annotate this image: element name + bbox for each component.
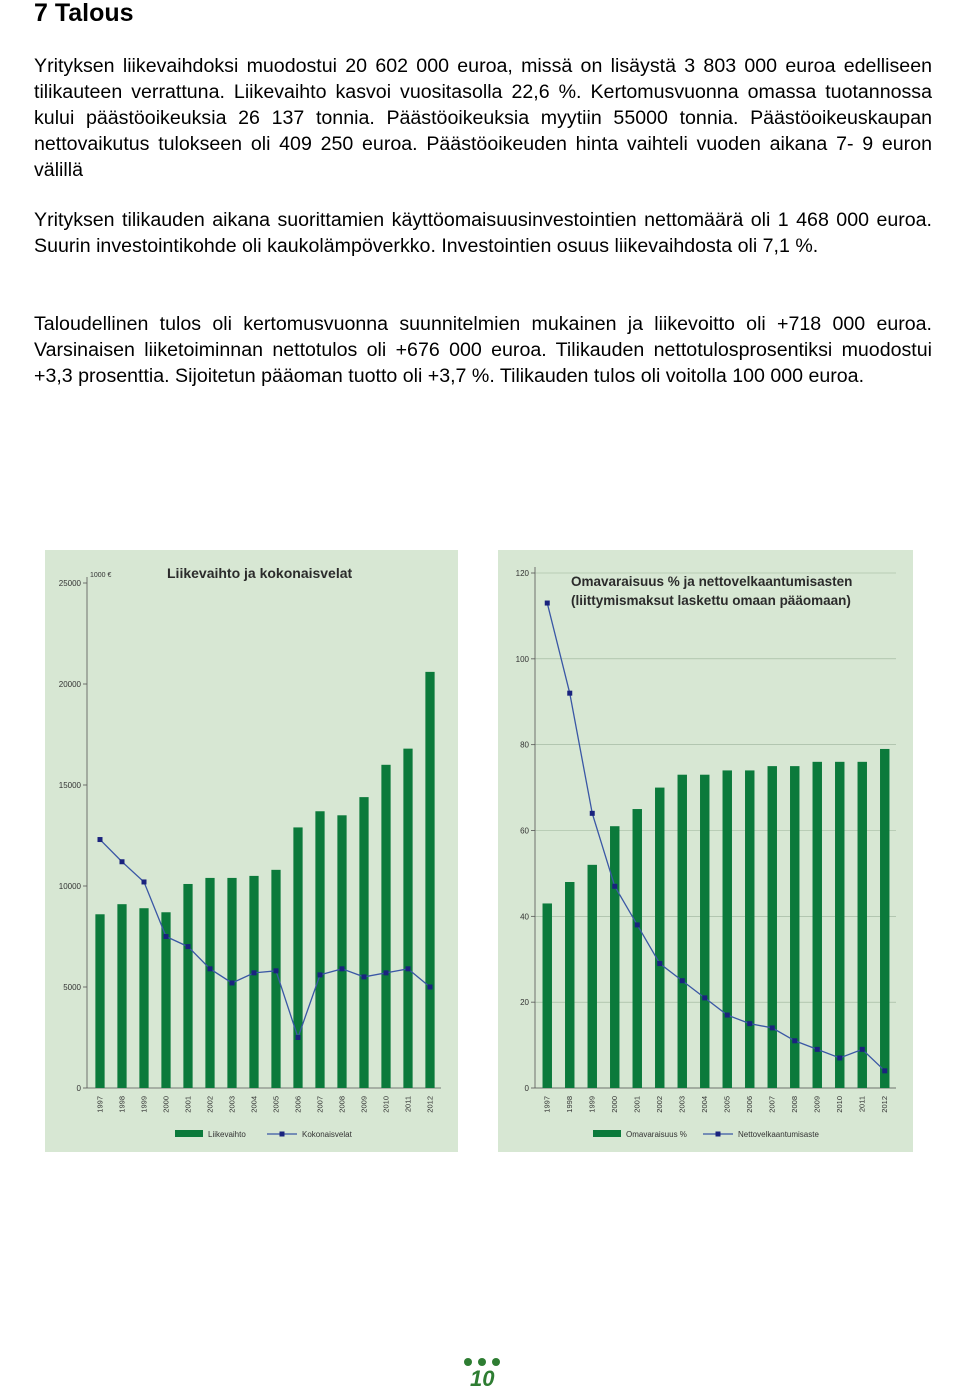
left-line-point — [362, 974, 367, 979]
right-bar — [588, 865, 597, 1088]
right-line-point — [815, 1047, 820, 1052]
right-legend-line-label: Nettovelkaantumisaste — [738, 1130, 819, 1139]
left-chart-title: Liikevaihto ja kokonaisvelat — [167, 565, 353, 581]
right-ytick-label: 120 — [515, 569, 529, 578]
right-ytick-label: 20 — [520, 998, 529, 1008]
left-line-point — [384, 970, 389, 975]
right-line-point — [882, 1068, 887, 1073]
right-bar — [835, 762, 844, 1088]
left-line-point — [296, 1035, 301, 1040]
page-dot — [478, 1358, 486, 1366]
left-legend-line-label: Kokonaisvelat — [302, 1130, 352, 1139]
left-bar — [249, 876, 258, 1088]
left-line-point — [142, 879, 147, 884]
right-line-point — [837, 1055, 842, 1060]
right-line-point — [792, 1038, 797, 1043]
right-bar — [565, 882, 574, 1088]
right-chart-subtitle: (liittymismaksut laskettu omaan pääomaan) — [571, 593, 851, 608]
left-xtick-label: 1999 — [139, 1096, 149, 1113]
right-ytick-label: 0 — [524, 1084, 529, 1093]
right-bar — [633, 809, 642, 1088]
right-line-point — [702, 995, 707, 1000]
right-xtick-label: 2000 — [610, 1096, 619, 1113]
left-xtick-label: 2001 — [183, 1096, 193, 1113]
right-legend-bar-swatch — [593, 1130, 621, 1137]
left-xtick-label: 2007 — [315, 1096, 325, 1113]
left-xtick-label: 2010 — [381, 1096, 391, 1113]
right-line-point — [612, 884, 617, 889]
left-ytick-label: 0 — [76, 1084, 81, 1093]
right-legend-line-marker — [716, 1132, 721, 1137]
right-bar — [543, 903, 552, 1088]
left-legend-bar-label: Liikevaihto — [208, 1130, 246, 1139]
left-xtick-label: 2005 — [271, 1096, 281, 1113]
left-line-point — [98, 837, 103, 842]
right-xtick-label: 1999 — [587, 1096, 597, 1113]
left-line-series — [100, 840, 430, 1038]
right-bar — [700, 775, 709, 1088]
right-xtick-label: 2001 — [632, 1096, 642, 1113]
right-line-point — [770, 1025, 775, 1030]
left-bar — [293, 827, 302, 1088]
left-line-point — [318, 972, 323, 977]
right-line-point — [747, 1021, 752, 1026]
right-xtick-label: 2011 — [857, 1096, 867, 1113]
left-line-point — [208, 966, 213, 971]
right-xtick-label: 1997 — [542, 1096, 552, 1113]
left-unit-label: 1000 € — [90, 572, 112, 579]
chart-revenue-liabilities — [45, 550, 458, 1152]
left-bar — [117, 904, 126, 1088]
left-ytick-label: 15000 — [58, 781, 81, 790]
left-bar — [425, 672, 434, 1088]
right-xtick-label: 2004 — [700, 1096, 709, 1113]
left-xtick-label: 2000 — [161, 1096, 171, 1113]
paragraph-result: Taloudellinen tulos oli kertomusvuonna suunnitelmien mukainen ja liikevoitto oli +718 000 euroa. Varsinaisen liiketoiminnan nettotulos oli +676 000 euroa. Tilikauden nettotulosprosentiksi muodostui +3,3 prosenttia. Sijoitetun pääoman tuotto oli +3,7 %. Tilikauden tulos oli voitolla 100 000 euroa. — [34, 313, 932, 387]
right-bar — [723, 770, 732, 1088]
left-xtick-label: 2006 — [293, 1096, 303, 1113]
page-dot — [464, 1358, 472, 1366]
right-line-point — [635, 922, 640, 927]
left-line-point — [164, 934, 169, 939]
left-legend-line-marker — [280, 1132, 285, 1137]
right-line-series — [547, 603, 885, 1071]
left-bar — [403, 749, 412, 1088]
right-bar — [745, 770, 754, 1088]
right-ytick-label: 40 — [520, 912, 529, 922]
right-xtick-label: 2009 — [812, 1096, 822, 1113]
chart-revenue-liabilities-svg — [45, 550, 458, 1152]
left-line-point — [252, 970, 257, 975]
left-ytick-label: 5000 — [63, 983, 81, 992]
left-xtick-label: 2008 — [337, 1096, 347, 1113]
left-xtick-label: 2002 — [205, 1096, 215, 1113]
paragraph-revenue: Yrityksen liikevaihdoksi muodostui 20 602 000 euroa, missä on lisäystä 3 803 000 euroa edelliseen tilikauteen verrattuna. Liikevaihto kasvoi vuositasolla 22,6 %. Kertomusvuonna omassa tuotannossa kului päästöoikeuksia 26 137 tonnia. Päästöoikeuksia myytiin 55000 tonnia. Päästöoikeuskaupan nettovaikutus tulokseen oli 409 250 euroa. Päästöoikeuden hinta vaihteli vuoden aikana 7- 9 euron välillä — [34, 55, 932, 181]
right-xtick-label: 2002 — [655, 1096, 664, 1113]
right-xtick-label: 1998 — [565, 1096, 574, 1113]
left-bar — [95, 914, 104, 1088]
right-bar — [678, 775, 687, 1088]
left-bar — [315, 811, 324, 1088]
left-ytick-label: 20000 — [58, 680, 81, 689]
left-line-point — [230, 980, 235, 985]
right-xtick-label: 2005 — [722, 1096, 732, 1113]
page-number: 10 — [470, 1366, 495, 1391]
right-bar — [813, 762, 822, 1088]
right-xtick-label: 2012 — [880, 1096, 889, 1113]
right-line-point — [590, 811, 595, 816]
left-bar — [359, 797, 368, 1088]
right-line-point — [657, 961, 662, 966]
right-line-point — [680, 978, 685, 983]
right-ytick-label: 80 — [520, 740, 529, 750]
right-line-point — [725, 1013, 730, 1018]
right-xtick-label: 2010 — [835, 1096, 844, 1113]
left-bar — [381, 765, 390, 1088]
left-bar — [139, 908, 148, 1088]
right-line-point — [545, 601, 550, 606]
left-bar — [183, 884, 192, 1088]
section-heading: 7 Talous — [34, 0, 134, 27]
left-line-point — [428, 985, 433, 990]
left-line-point — [406, 966, 411, 971]
left-line-point — [274, 968, 279, 973]
right-chart-title: Omavaraisuus % ja nettovelkaantumisasten — [571, 574, 853, 589]
right-ytick-label: 60 — [520, 826, 529, 836]
right-legend-bar-label: Omavaraisuus % — [626, 1130, 687, 1139]
left-xtick-label: 2012 — [425, 1096, 435, 1113]
chart-equity-ratio — [498, 550, 913, 1152]
left-xtick-label: 1998 — [117, 1096, 127, 1113]
left-line-point — [340, 966, 345, 971]
left-xtick-label: 1997 — [95, 1096, 105, 1113]
left-ytick-label: 10000 — [58, 882, 81, 891]
right-line-point — [567, 691, 572, 696]
left-xtick-label: 2003 — [227, 1096, 237, 1113]
chart-equity-ratio-svg — [498, 550, 913, 1152]
right-xtick-label: 2003 — [677, 1096, 687, 1113]
right-bar — [610, 826, 619, 1088]
right-ytick-label: 100 — [515, 654, 529, 664]
left-xtick-label: 2004 — [249, 1096, 259, 1113]
right-xtick-label: 2008 — [790, 1096, 799, 1113]
right-line-point — [860, 1047, 865, 1052]
left-bar — [337, 815, 346, 1088]
right-bar — [655, 788, 664, 1088]
right-bar — [880, 749, 889, 1088]
left-xtick-label: 2011 — [403, 1096, 413, 1113]
left-ytick-label: 25000 — [58, 579, 81, 588]
left-bar — [205, 878, 214, 1088]
right-bar — [768, 766, 777, 1088]
left-line-point — [186, 944, 191, 949]
right-bar — [858, 762, 867, 1088]
left-line-point — [120, 859, 125, 864]
right-xtick-label: 2006 — [745, 1096, 754, 1113]
page-dot — [492, 1358, 500, 1366]
left-legend-bar-swatch — [175, 1130, 203, 1137]
right-xtick-label: 2007 — [767, 1096, 777, 1113]
paragraph-investments: Yrityksen tilikauden aikana suorittamien käyttöomaisuusinvestointien nettomäärä oli 1 468 000 euroa. Suurin investointikohde oli kaukolämpöverkko. Investointien osuus liikevaihdosta oli 7,1 %. — [34, 209, 932, 257]
left-xtick-label: 2009 — [359, 1096, 369, 1113]
